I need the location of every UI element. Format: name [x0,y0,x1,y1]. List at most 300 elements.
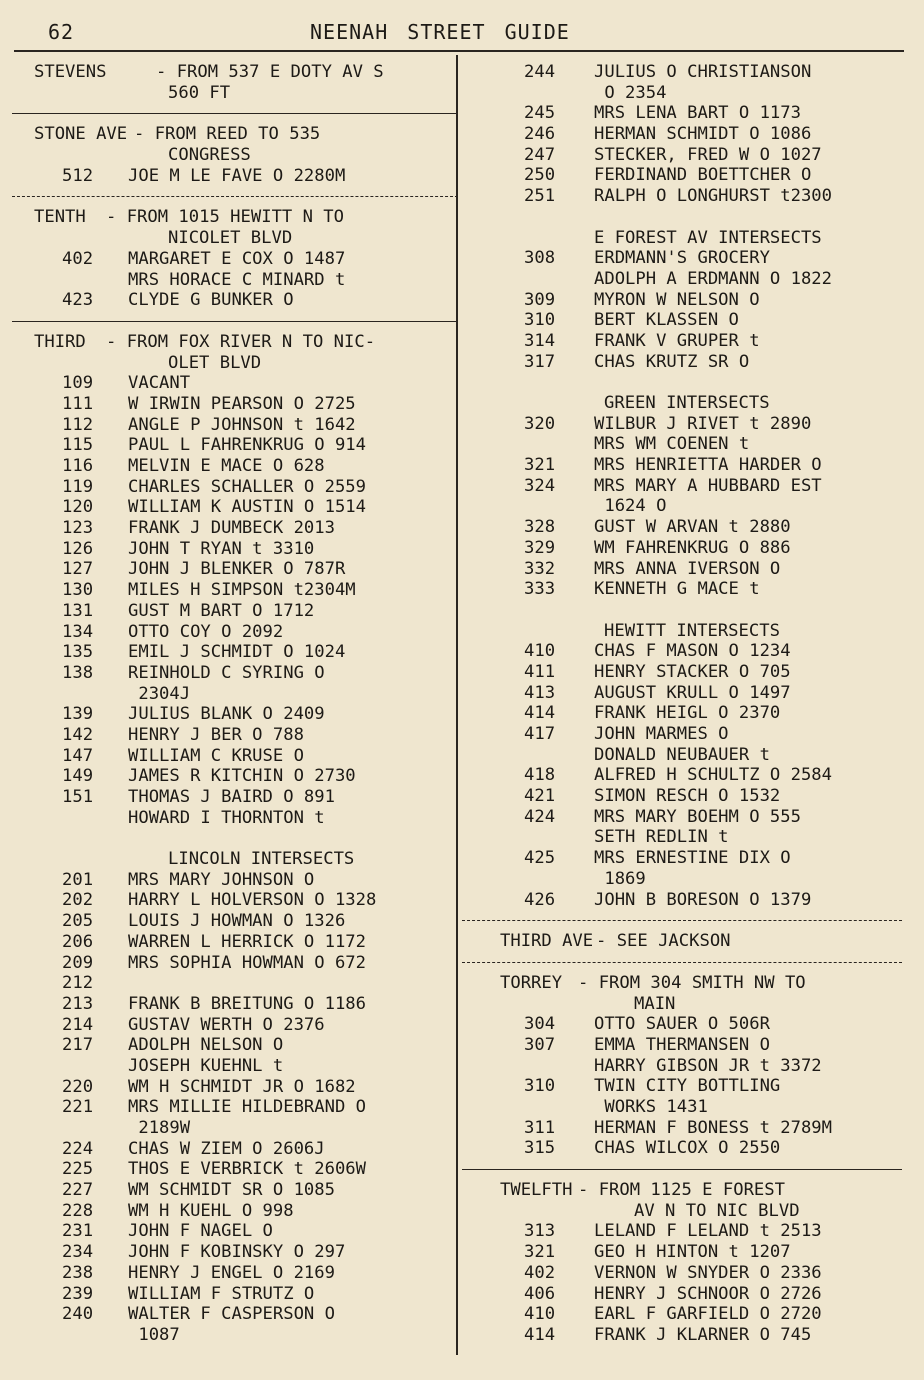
house-number: 410 [524,1304,556,1325]
listing-row [22,1242,454,1263]
listing-row [484,1242,908,1263]
listing-row [484,807,908,828]
listing-row [22,249,454,270]
house-number: 512 [62,165,94,186]
resident-entry: JOHN F KOBINSKY O 297 [128,1242,346,1263]
resident-entry: HENRY J ENGEL O 2169 [128,1262,335,1283]
house-number: 315 [524,1138,556,1159]
intersection-label: HEWITT INTERSECTS [604,620,780,641]
house-number: 304 [524,1014,556,1035]
house-number: 120 [62,497,94,518]
resident-entry: JOE M LE FAVE O 2280M [128,165,346,186]
resident-entry: SIMON RESCH O 1532 [594,786,781,807]
listing-row [484,103,908,124]
listing-row [484,1035,908,1056]
house-number: 115 [62,435,94,456]
resident-entry: MRS MARY BOEHM O 555 [594,806,801,827]
house-number: 307 [524,1034,556,1055]
listing-row [484,1097,908,1118]
house-number: 406 [524,1283,556,1304]
listing-row [22,1221,454,1242]
listing-row [22,1201,454,1222]
house-number: 228 [62,1200,94,1221]
resident-entry: HENRY STACKER O 705 [594,661,791,682]
page-header [0,18,924,48]
resident-entry: FRANK J KLARNER O 745 [594,1324,812,1345]
listing-row [22,704,454,725]
listing-row [22,539,454,560]
listing-row [484,703,908,724]
listing-row [22,1118,454,1139]
listing-row [22,394,454,415]
house-number: 202 [62,890,94,911]
resident-entry: 2189W [128,1118,191,1138]
house-number: 411 [524,661,556,682]
resident-entry: MRS MARY JOHNSON O [128,869,315,890]
house-number: 227 [62,1180,94,1201]
section-separator [462,920,902,921]
resident-entry: JULIUS BLANK O 2409 [128,704,325,725]
street-description: - FROM 1125 E FOREST [578,1180,785,1201]
resident-entry: WM FAHRENKRUG O 886 [594,537,791,558]
listing-row [484,538,908,559]
resident-entry: 1624 O [594,496,667,517]
listing-row [484,1014,908,1035]
intersection-label: E FOREST AV INTERSECTS [594,227,822,248]
resident-entry: FRANK V GRUPER t [594,330,760,351]
listing-row [484,83,908,104]
house-number: 402 [524,1262,556,1283]
listing-row [484,559,908,580]
house-number: 220 [62,1076,94,1097]
resident-entry: MRS HENRIETTA HARDER O [594,455,822,476]
resident-entry: FRANK HEIGL O 2370 [594,703,781,724]
resident-entry: CHAS F MASON O 1234 [594,641,791,662]
house-number: 126 [62,538,94,559]
house-number: 201 [62,869,94,890]
listing-row [484,269,908,290]
listing-row [22,1263,454,1284]
column-divider [456,55,458,1355]
house-number: 214 [62,1014,94,1035]
listing-row [22,1035,454,1056]
listing-row [22,787,454,808]
street-description-line2: OLET BLVD [168,352,262,373]
listing-row [22,518,454,539]
house-number: 212 [62,973,94,994]
listing-row [484,765,908,786]
resident-entry: MRS HORACE C MINARD t [128,269,346,290]
resident-entry: 2304J [128,683,191,704]
listing-row [22,766,454,787]
listing-row [22,911,454,932]
listing-row [22,435,454,456]
street-description-line2: 560 FT [168,82,231,103]
resident-entry: FERDINAND BOETTCHER O [594,165,812,186]
resident-entry: WORKS 1431 [594,1097,708,1117]
resident-entry: WALTER F CASPERSON O [128,1304,335,1325]
house-number: 111 [62,393,94,414]
house-number: 329 [524,537,556,558]
house-number: 244 [524,62,556,82]
listing-row [484,290,908,311]
listing-row [484,683,908,704]
street-heading [484,1180,908,1201]
listing-row [22,559,454,580]
house-number: 426 [524,889,556,910]
resident-entry: THOMAS J BAIRD O 891 [128,787,335,807]
resident-entry: LELAND F LELAND t 2513 [594,1221,822,1242]
resident-entry: WM H KUEHL O 998 [128,1200,294,1221]
resident-entry: EARL F GARFIELD O 2720 [594,1304,822,1325]
listing-row [22,166,454,187]
resident-entry: ANGLE P JOHNSON t 1642 [128,414,356,435]
intersection-heading [22,849,454,870]
street-description-continued [484,1201,908,1222]
street-description: - FROM REED TO 535 [134,124,321,145]
house-number: 417 [524,724,556,744]
listing-row [22,1304,454,1325]
house-number: 332 [524,558,556,579]
listing-row [22,684,454,705]
resident-entry: HENRY J BER O 788 [128,724,304,745]
house-number: 246 [524,124,556,145]
listing-row [22,1139,454,1160]
resident-entry: WILLIAM C KRUSE O [128,745,304,766]
street-description: - SEE JACKSON [596,931,731,952]
house-number: 142 [62,724,94,745]
resident-entry: ADOLPH A ERDMANN O 1822 [594,268,832,289]
listing-row [484,145,908,166]
resident-entry: FRANK B BREITUNG O 1186 [128,993,366,1014]
listing-row [22,1097,454,1118]
blank-line [22,828,454,849]
house-number: 424 [524,806,556,827]
street-heading [22,207,454,228]
resident-entry: JAMES R KITCHIN O 2730 [128,766,356,787]
left-column [22,62,454,1346]
section-separator [12,113,458,114]
intersection-heading [484,621,908,642]
resident-entry: GUST M BART O 1712 [128,600,315,621]
street-name: THIRD [34,331,86,352]
header-rule [14,50,904,52]
street-description: - FROM 1015 HEWITT N TO [106,207,344,228]
house-number: 231 [62,1221,94,1242]
resident-entry: JOHN MARMES O [594,724,729,744]
resident-entry: O 2354 [594,82,667,103]
street-name: THIRD AVE [500,931,594,952]
resident-entry: GUSTAV WERTH O 2376 [128,1014,325,1035]
house-number: 130 [62,580,94,601]
house-number: 328 [524,517,556,538]
house-number: 245 [524,103,556,124]
house-number: 251 [524,186,556,207]
resident-entry: WM H SCHMIDT JR O 1682 [128,1076,356,1097]
resident-entry: SETH REDLIN t [594,827,729,848]
street-description-continued [22,228,454,249]
street-description-continued [22,353,454,374]
listing-row [484,662,908,683]
street-description-continued [22,83,454,104]
resident-entry: MARGARET E COX O 1487 [128,248,346,269]
blank-line [484,372,908,393]
house-number: 309 [524,289,556,310]
resident-entry: HARRY GIBSON JR t 3372 [594,1055,822,1076]
listing-row [22,663,454,684]
street-name: STONE AVE [34,124,128,145]
resident-entry: BERT KLASSEN O [594,310,739,331]
listing-row [22,373,454,394]
resident-entry: MYRON W NELSON O [594,289,760,310]
resident-entry: WM SCHMIDT SR O 1085 [128,1180,335,1201]
resident-entry: JOHN J BLENKER O 787R [128,559,346,580]
listing-row [22,953,454,974]
house-number: 225 [62,1159,94,1180]
house-number: 320 [524,413,556,434]
resident-entry: TWIN CITY BOTTLING [594,1076,781,1097]
house-number: 138 [62,662,94,683]
listing-row [484,414,908,435]
resident-entry: HENRY J SCHNOOR O 2726 [594,1283,822,1304]
resident-entry: AUGUST KRULL O 1497 [594,682,791,703]
listing-row [22,1325,454,1346]
listing-row [22,808,454,829]
resident-entry: JULIUS O CHRISTIANSON [594,62,812,82]
listing-row [484,496,908,517]
house-number: 119 [62,476,94,497]
resident-entry: JOHN T RYAN t 3310 [128,538,315,559]
resident-entry: OTTO COY O 2092 [128,621,284,642]
resident-entry: MRS WM COENEN t [594,434,750,455]
resident-entry: MRS MILLIE HILDEBRAND O [128,1097,366,1118]
section-separator [12,321,458,322]
house-number: 402 [62,248,94,269]
listing-row [22,870,454,891]
intersection-label: LINCOLN INTERSECTS [168,849,355,870]
listing-row [22,477,454,498]
listing-row [22,642,454,663]
resident-entry: GEO H HINTON t 1207 [594,1242,791,1263]
listing-row [484,641,908,662]
house-number: 321 [524,455,556,476]
listing-row [22,973,454,994]
listing-row [22,1180,454,1201]
resident-entry: CLYDE G BUNKER O [128,290,294,311]
listing-row [22,601,454,622]
resident-entry: MILES H SIMPSON t2304M [128,580,356,601]
street-heading [484,931,908,952]
listing-row [484,745,908,766]
house-number: 421 [524,786,556,807]
house-number: 147 [62,745,94,766]
resident-entry: HARRY L HOLVERSON O 1328 [128,890,377,911]
listing-row [22,580,454,601]
listing-row [484,248,908,269]
section-separator [12,196,458,197]
house-number: 324 [524,475,556,496]
resident-entry: FRANK J DUMBECK 2013 [128,518,335,539]
resident-entry: KENNETH G MACE t [594,579,760,600]
listing-row [22,890,454,911]
listing-row [484,890,908,911]
street-name: TWELFTH [500,1180,573,1201]
house-number: 134 [62,621,94,642]
resident-entry: STECKER, FRED W O 1027 [594,144,822,165]
house-number: 116 [62,456,94,476]
listing-row [484,1221,908,1242]
blank-line [484,207,908,228]
house-number: 247 [524,144,556,165]
house-number: 333 [524,579,556,600]
resident-entry: HERMAN F BONESS t 2789M [594,1117,832,1138]
resident-entry: W IRWIN PEARSON O 2725 [128,393,356,414]
blank-line [484,600,908,621]
listing-row [484,579,908,600]
street-description-line2: NICOLET BLVD [168,228,293,249]
house-number: 123 [62,518,94,539]
house-number: 217 [62,1035,94,1056]
listing-row [484,1138,908,1159]
house-number: 321 [524,1242,556,1263]
street-name: TORREY [500,972,563,993]
listing-row [484,352,908,373]
listing-row [22,1056,454,1077]
house-number: 151 [62,787,94,807]
house-number: 213 [62,993,94,1014]
resident-entry: LOUIS J HOWMAN O 1326 [128,911,346,932]
resident-entry: CHAS W ZIEM O 2606J [128,1138,325,1159]
resident-entry: 1087 [128,1324,180,1345]
house-number: 112 [62,414,94,435]
resident-entry: WARREN L HERRICK O 1172 [128,931,366,952]
street-description: - FROM 537 E DOTY AV S [156,62,384,82]
listing-row [22,622,454,643]
resident-entry: CHAS KRUTZ SR O [594,351,750,372]
resident-entry: ALFRED H SCHULTZ O 2584 [594,765,832,786]
street-description-continued [484,994,908,1015]
listing-row [22,1077,454,1098]
house-number: 205 [62,911,94,932]
resident-entry: MRS ERNESTINE DIX O [594,848,791,869]
intersection-heading [484,228,908,249]
listing-row [484,848,908,869]
listing-row [22,497,454,518]
street-description-line2: CONGRESS [168,145,251,166]
resident-entry: ADOLPH NELSON O [128,1035,284,1056]
resident-entry: HERMAN SCHMIDT O 1086 [594,124,812,145]
house-number: 224 [62,1138,94,1159]
house-number: 127 [62,559,94,580]
resident-entry: ERDMANN'S GROCERY [594,248,770,269]
resident-entry: VACANT [128,373,191,394]
street-name: STEVENS [34,62,107,82]
house-number: 221 [62,1097,94,1118]
street-heading [484,973,908,994]
section-separator [462,1169,902,1170]
house-number: 310 [524,310,556,331]
listing-row [484,1118,908,1139]
resident-entry: VERNON W SNYDER O 2336 [594,1262,822,1283]
listing-row [22,1159,454,1180]
house-number: 314 [524,330,556,351]
house-number: 418 [524,765,556,786]
listing-row [22,1284,454,1305]
house-number: 313 [524,1221,556,1242]
listing-row [484,455,908,476]
section-separator [462,962,902,963]
listing-row [22,932,454,953]
street-description: - FROM 304 SMITH NW TO [578,972,806,993]
resident-entry: JOHN B BORESON O 1379 [594,889,812,910]
house-number: 311 [524,1117,556,1138]
listing-row [484,165,908,186]
intersection-heading [484,393,908,414]
house-number: 310 [524,1076,556,1097]
street-description-line2: AV N TO NIC BLVD [634,1200,800,1221]
intersection-label: GREEN INTERSECTS [604,393,770,413]
listing-row [484,1263,908,1284]
resident-entry: GUST W ARVAN t 2880 [594,517,791,538]
resident-entry: JOSEPH KUEHNL t [128,1055,284,1076]
listing-row [22,270,454,291]
listing-row [484,310,908,331]
resident-entry: DONALD NEUBAUER t [594,744,770,765]
resident-entry: EMMA THERMANSEN O [594,1034,770,1055]
street-description-line2: MAIN [634,993,676,1014]
resident-entry: MELVIN E MACE O 628 [128,456,325,476]
house-number: 139 [62,704,94,725]
house-number: 240 [62,1304,94,1325]
house-number: 425 [524,848,556,869]
listing-row [484,331,908,352]
house-number: 234 [62,1242,94,1263]
listing-row [22,456,454,477]
listing-row [484,1056,908,1077]
resident-entry: EMIL J SCHMIDT O 1024 [128,642,346,663]
street-description-continued [22,145,454,166]
listing-row [22,725,454,746]
resident-entry: RALPH O LONGHURST t2300 [594,186,832,207]
listing-row [484,827,908,848]
resident-entry: WILLIAM F STRUTZ O [128,1283,315,1304]
house-number: 250 [524,165,556,186]
house-number: 238 [62,1262,94,1283]
house-number: 131 [62,600,94,621]
street-heading [22,332,454,353]
resident-entry: REINHOLD C SYRING O [128,662,325,683]
street-heading [22,62,454,83]
listing-row [484,724,908,745]
listing-row [22,1015,454,1036]
resident-entry: WILBUR J RIVET t 2890 [594,413,812,434]
resident-entry: JOHN F NAGEL O [128,1221,273,1242]
house-number: 410 [524,641,556,662]
resident-entry: CHARLES SCHALLER O 2559 [128,476,366,497]
right-column [484,62,908,1346]
listing-row [484,517,908,538]
listing-row [484,62,908,83]
resident-entry: MRS MARY A HUBBARD EST [594,475,822,496]
street-heading [22,124,454,145]
resident-entry: MRS LENA BART O 1173 [594,103,801,124]
house-number: 317 [524,351,556,372]
listing-row [22,994,454,1015]
page-title: NEENAH STREET GUIDE [310,20,570,44]
resident-entry: MRS ANNA IVERSON O [594,558,781,579]
listing-row [484,1304,908,1325]
listing-row [484,1325,908,1346]
